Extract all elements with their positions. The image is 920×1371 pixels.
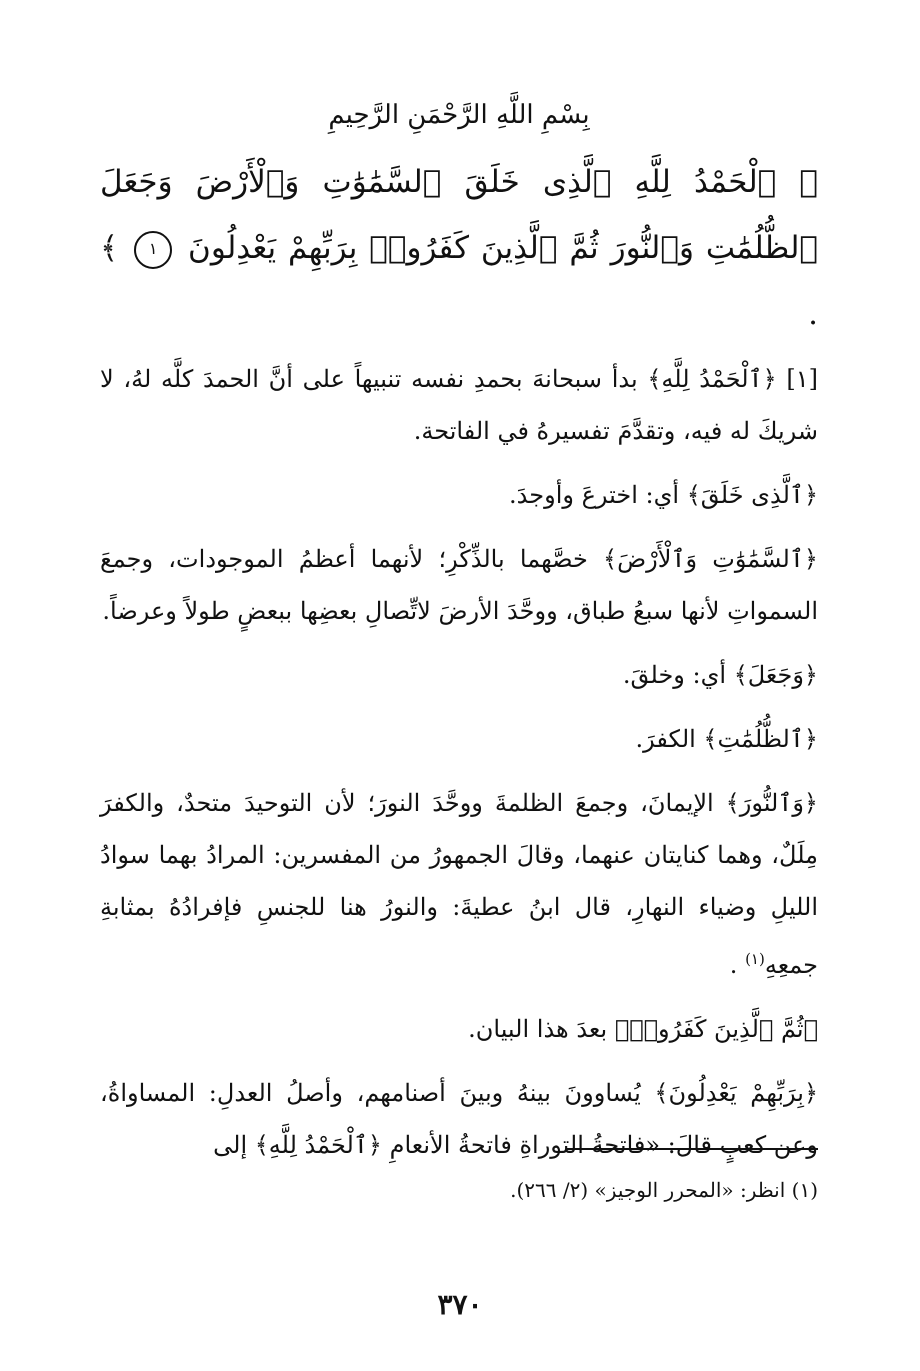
quran-verse bbox=[100, 149, 818, 347]
footnote-reference: (١) bbox=[745, 950, 765, 968]
commentary-paragraph: [١] ﴿ٱلْحَمْدُ لِلَّهِ﴾ بدأ سبحانهَ بحمدِ نفسه تنبيهاً على أنَّ الحمدَ كلَّه لهُ، لا شريكَ له فيه، وتقدَّمَ تفسيرهُ في الفاتحة. bbox=[100, 365, 818, 445]
page-body bbox=[100, 95, 818, 1183]
paragraph-end: . bbox=[729, 951, 738, 979]
commentary-paragraph: ﴿ثُمَّ ٱلَّذِينَ كَفَرُوا۟﴾ بعدَ هذا البيان. bbox=[468, 1015, 818, 1043]
verse-close-bracket: ﴾ . bbox=[100, 230, 818, 332]
verse-open-bracket: ﴿ bbox=[799, 164, 818, 200]
page-number: ٣٧٠ bbox=[437, 1288, 483, 1321]
basmala-header: بِسْمِ اللَّهِ الرَّحْمَنِ الرَّحِيمِ bbox=[328, 100, 590, 130]
commentary-paragraph: ﴿ٱلظُّلُمَٰتِ﴾ الكفرَ. bbox=[635, 725, 818, 753]
verse-text: ٱلْحَمْدُ لِلَّهِ ٱلَّذِى خَلَقَ ٱلسَّمَٰوَٰتِ وَٱلْأَرْضَ وَجَعَلَ ٱلظُّلُمَٰتِ وَٱلنُّورَ ثُمَّ ٱلَّذِينَ كَفَرُوا۟ بِرَبِّهِمْ يَعْدِلُونَ bbox=[100, 164, 818, 266]
commentary-paragraph: ﴿وَجَعَلَ﴾ أي: وخلقَ. bbox=[622, 661, 818, 689]
footnote-divider bbox=[566, 1148, 818, 1150]
commentary-paragraph: ﴿ٱلَّذِى خَلَقَ﴾ أي: اخترعَ وأوجدَ. bbox=[509, 481, 818, 509]
commentary-paragraph bbox=[100, 777, 818, 991]
commentary-paragraph: ﴿بِرَبِّهِمْ يَعْدِلُونَ﴾ يُساوونَ بينهُ وبينَ أصنامهم، وأصلُ العدلِ: المساواةُ، وعن كعبٍ قالَ: «فاتحةُ التوراةِ فاتحةُ الأنعامِ ﴿ٱلْحَمْدُ لِلَّهِ﴾ إلى bbox=[100, 1079, 818, 1159]
ayah-number-icon: ١ bbox=[134, 231, 172, 269]
paragraph-text: ﴿وَٱلنُّورَ﴾ الإيمانَ، وجمعَ الظلمةَ ووحَّدَ النورَ؛ لأن التوحيدَ متحدٌ، والكفرَ مِلَلٌ، وهما كنايتان عنهما، وقالَ الجمهورُ من المفسرين: المرادُ بهما سوادُ الليلِ وضياء النهارِ، قال ابنُ عطيةَ: والنورُ هنا للجنسِ فإفرادُهُ بمثابةِ جمعِهِ bbox=[100, 789, 818, 979]
footnote: (١) انظر: «المحرر الوجيز» (٢/ ٢٦٦). bbox=[510, 1178, 818, 1202]
commentary-paragraph: ﴿ٱلسَّمَٰوَٰتِ وَٱلْأَرْضَ﴾ خصَّهما بالذِّكْرِ؛ لأنهما أعظمُ الموجودات، وجمعَ السمواتِ لأنها سبعُ طباق، ووحَّدَ الأرضَ لاتِّصالِ بعضِها ببعضٍ طولاً وعرضاً. bbox=[100, 545, 818, 625]
